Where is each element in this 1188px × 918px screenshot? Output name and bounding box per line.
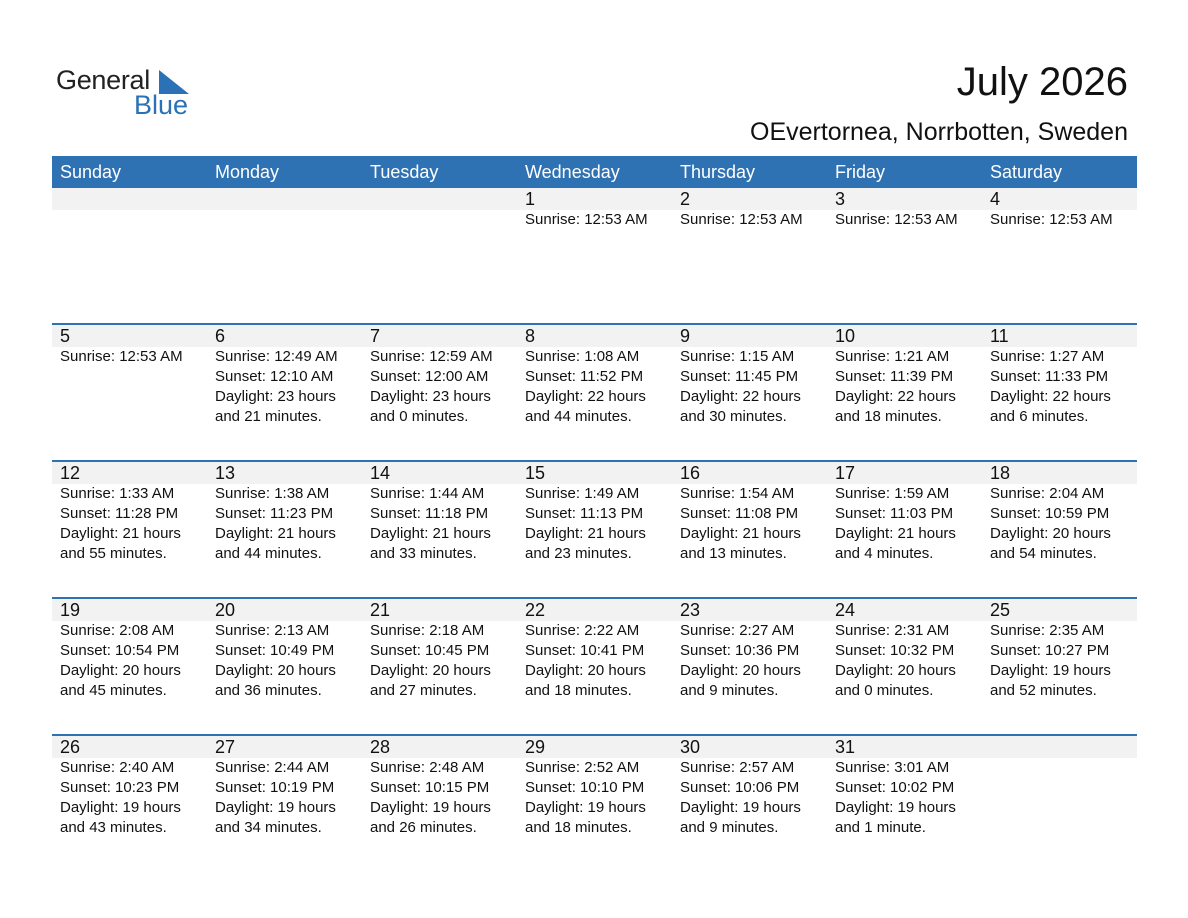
day-number: 6 bbox=[215, 326, 226, 346]
daylight-minutes-text: and 34 minutes. bbox=[215, 819, 322, 836]
day-number: 18 bbox=[990, 463, 1011, 483]
calendar bbox=[52, 156, 1137, 871]
day-number: 27 bbox=[215, 737, 236, 757]
daylight-minutes-text: and 23 minutes. bbox=[525, 545, 632, 562]
sunrise-text: Sunrise: 1:33 AM bbox=[60, 485, 175, 502]
day-info bbox=[60, 621, 207, 701]
day-info bbox=[60, 758, 207, 838]
daylight-text: Daylight: 20 hours bbox=[370, 662, 491, 679]
daylight-minutes-text: and 45 minutes. bbox=[60, 682, 167, 699]
sunrise-text: Sunrise: 2:44 AM bbox=[215, 759, 330, 776]
day-info bbox=[680, 210, 827, 230]
day-number: 13 bbox=[215, 463, 236, 483]
sunset-text: Sunset: 11:18 PM bbox=[370, 505, 489, 522]
day-cell bbox=[207, 736, 362, 838]
day-cell bbox=[827, 188, 982, 230]
daylight-text: Daylight: 21 hours bbox=[370, 525, 491, 542]
day-info bbox=[680, 758, 827, 838]
daylight-text: Daylight: 19 hours bbox=[525, 799, 646, 816]
weekday-sunday: Sunday bbox=[60, 162, 122, 182]
day-cell bbox=[982, 462, 1137, 564]
week-cells bbox=[52, 736, 1137, 838]
day-number: 15 bbox=[525, 463, 546, 483]
day-number: 8 bbox=[525, 326, 536, 346]
daylight-minutes-text: and 30 minutes. bbox=[680, 408, 787, 425]
sunset-text: Sunset: 11:45 PM bbox=[680, 368, 799, 385]
day-cell bbox=[52, 736, 207, 838]
sunrise-text: Sunrise: 2:27 AM bbox=[680, 622, 795, 639]
daylight-minutes-text: and 52 minutes. bbox=[990, 682, 1097, 699]
daylight-text: Daylight: 20 hours bbox=[835, 662, 956, 679]
day-cell bbox=[672, 188, 827, 230]
weekday-header bbox=[52, 156, 1137, 188]
day-cell bbox=[52, 599, 207, 701]
day-number: 29 bbox=[525, 737, 546, 757]
week-row bbox=[52, 460, 1137, 597]
sunrise-text: Sunrise: 1:27 AM bbox=[990, 348, 1105, 365]
sunrise-text: Sunrise: 2:13 AM bbox=[215, 622, 330, 639]
day-number: 7 bbox=[370, 326, 381, 346]
day-cell bbox=[982, 736, 1137, 838]
daylight-text: Daylight: 22 hours bbox=[835, 388, 956, 405]
sunset-text: Sunset: 11:03 PM bbox=[835, 505, 954, 522]
sunrise-text: Sunrise: 1:44 AM bbox=[370, 485, 485, 502]
daylight-text: Daylight: 20 hours bbox=[680, 662, 801, 679]
sunrise-text: Sunrise: 2:31 AM bbox=[835, 622, 950, 639]
daylight-minutes-text: and 4 minutes. bbox=[835, 545, 934, 562]
day-cell bbox=[827, 325, 982, 427]
sunrise-text: Sunrise: 12:59 AM bbox=[370, 348, 493, 365]
sunset-text: Sunset: 11:23 PM bbox=[215, 505, 334, 522]
daylight-minutes-text: and 26 minutes. bbox=[370, 819, 477, 836]
day-info bbox=[835, 621, 982, 701]
day-number: 10 bbox=[835, 326, 856, 346]
sunset-text: Sunset: 12:00 AM bbox=[370, 368, 489, 385]
weekday-monday: Monday bbox=[215, 162, 280, 182]
day-cell bbox=[672, 599, 827, 701]
daylight-text: Daylight: 19 hours bbox=[990, 662, 1111, 679]
weekday-friday: Friday bbox=[835, 162, 886, 182]
daylight-text: Daylight: 20 hours bbox=[215, 662, 336, 679]
day-cell bbox=[827, 462, 982, 564]
day-info bbox=[835, 210, 982, 230]
day-info bbox=[680, 621, 827, 701]
day-info bbox=[215, 758, 362, 838]
sunset-text: Sunset: 10:59 PM bbox=[990, 505, 1110, 522]
logo-general-text: General bbox=[56, 65, 150, 95]
daylight-minutes-text: and 44 minutes. bbox=[525, 408, 632, 425]
day-info bbox=[60, 484, 207, 564]
sunset-text: Sunset: 10:23 PM bbox=[60, 779, 180, 796]
sunset-text: Sunset: 10:49 PM bbox=[215, 642, 335, 659]
daylight-minutes-text: and 1 minute. bbox=[835, 819, 926, 836]
daylight-minutes-text: and 18 minutes. bbox=[525, 682, 632, 699]
day-info bbox=[990, 210, 1137, 230]
day-number: 31 bbox=[835, 737, 856, 757]
daylight-minutes-text: and 9 minutes. bbox=[680, 819, 779, 836]
day-number: 22 bbox=[525, 600, 546, 620]
day-info bbox=[525, 210, 672, 230]
daylight-minutes-text: and 21 minutes. bbox=[215, 408, 322, 425]
sunset-text: Sunset: 10:10 PM bbox=[525, 779, 645, 796]
sunrise-text: Sunrise: 2:35 AM bbox=[990, 622, 1105, 639]
weekday-wednesday: Wednesday bbox=[525, 162, 620, 182]
day-info bbox=[370, 758, 517, 838]
sunrise-text: Sunrise: 12:53 AM bbox=[680, 211, 803, 228]
sunrise-text: Sunrise: 1:08 AM bbox=[525, 348, 640, 365]
sunrise-text: Sunrise: 1:54 AM bbox=[680, 485, 795, 502]
day-cell bbox=[517, 188, 672, 230]
sunset-text: Sunset: 10:15 PM bbox=[370, 779, 490, 796]
sunset-text: Sunset: 11:39 PM bbox=[835, 368, 954, 385]
day-number: 30 bbox=[680, 737, 701, 757]
daylight-minutes-text: and 54 minutes. bbox=[990, 545, 1097, 562]
daylight-minutes-text: and 27 minutes. bbox=[370, 682, 477, 699]
sunrise-text: Sunrise: 12:49 AM bbox=[215, 348, 338, 365]
day-number: 26 bbox=[60, 737, 81, 757]
day-info bbox=[215, 484, 362, 564]
daylight-minutes-text: and 9 minutes. bbox=[680, 682, 779, 699]
day-info bbox=[990, 621, 1137, 701]
sunrise-text: Sunrise: 2:40 AM bbox=[60, 759, 175, 776]
sunset-text: Sunset: 11:13 PM bbox=[525, 505, 644, 522]
sunrise-text: Sunrise: 2:22 AM bbox=[525, 622, 640, 639]
day-info bbox=[525, 758, 672, 838]
day-number: 20 bbox=[215, 600, 236, 620]
daylight-text: Daylight: 19 hours bbox=[680, 799, 801, 816]
day-info bbox=[835, 758, 982, 838]
day-info bbox=[680, 347, 827, 427]
day-cell bbox=[362, 599, 517, 701]
day-number: 3 bbox=[835, 189, 846, 209]
day-number: 2 bbox=[680, 189, 691, 209]
daylight-minutes-text: and 0 minutes. bbox=[835, 682, 934, 699]
day-info bbox=[990, 484, 1137, 564]
day-info bbox=[60, 347, 207, 367]
sunset-text: Sunset: 11:28 PM bbox=[60, 505, 179, 522]
day-cell bbox=[517, 462, 672, 564]
day-cell bbox=[52, 462, 207, 564]
day-number: 28 bbox=[370, 737, 391, 757]
day-info bbox=[835, 347, 982, 427]
daylight-text: Daylight: 20 hours bbox=[990, 525, 1111, 542]
day-cell bbox=[517, 736, 672, 838]
day-cell bbox=[207, 188, 362, 230]
week-row bbox=[52, 188, 1137, 323]
sunrise-text: Sunrise: 1:49 AM bbox=[525, 485, 640, 502]
sunset-text: Sunset: 10:32 PM bbox=[835, 642, 955, 659]
sunrise-text: Sunrise: 3:01 AM bbox=[835, 759, 950, 776]
day-cell bbox=[362, 462, 517, 564]
week-row bbox=[52, 323, 1137, 460]
day-info bbox=[215, 621, 362, 701]
sunrise-text: Sunrise: 1:59 AM bbox=[835, 485, 950, 502]
sunrise-text: Sunrise: 1:21 AM bbox=[835, 348, 950, 365]
day-cell bbox=[52, 188, 207, 230]
day-number: 23 bbox=[680, 600, 701, 620]
daylight-text: Daylight: 20 hours bbox=[60, 662, 181, 679]
daylight-text: Daylight: 19 hours bbox=[370, 799, 491, 816]
daylight-minutes-text: and 43 minutes. bbox=[60, 819, 167, 836]
sunrise-text: Sunrise: 1:15 AM bbox=[680, 348, 795, 365]
sunrise-text: Sunrise: 2:18 AM bbox=[370, 622, 485, 639]
daylight-text: Daylight: 23 hours bbox=[370, 388, 491, 405]
sunset-text: Sunset: 11:52 PM bbox=[525, 368, 644, 385]
sunrise-text: Sunrise: 1:38 AM bbox=[215, 485, 330, 502]
day-cell bbox=[672, 736, 827, 838]
day-info bbox=[215, 347, 362, 427]
day-number: 21 bbox=[370, 600, 391, 620]
week-row bbox=[52, 734, 1137, 871]
week-cells bbox=[52, 599, 1137, 701]
daylight-minutes-text: and 18 minutes. bbox=[835, 408, 942, 425]
daylight-minutes-text: and 6 minutes. bbox=[990, 408, 1089, 425]
weeks-container bbox=[52, 188, 1137, 871]
daylight-text: Daylight: 19 hours bbox=[835, 799, 956, 816]
day-info bbox=[525, 484, 672, 564]
day-cell bbox=[982, 325, 1137, 427]
day-number bbox=[990, 736, 1137, 758]
sunset-text: Sunset: 10:45 PM bbox=[370, 642, 490, 659]
day-info bbox=[835, 484, 982, 564]
daylight-text: Daylight: 22 hours bbox=[525, 388, 646, 405]
day-number: 25 bbox=[990, 600, 1011, 620]
day-cell bbox=[207, 325, 362, 427]
day-number bbox=[370, 188, 517, 210]
day-cell bbox=[982, 599, 1137, 701]
day-info bbox=[370, 347, 517, 427]
day-cell bbox=[517, 599, 672, 701]
week-row bbox=[52, 597, 1137, 734]
sunset-text: Sunset: 10:36 PM bbox=[680, 642, 800, 659]
day-cell bbox=[672, 462, 827, 564]
sunset-text: Sunset: 10:19 PM bbox=[215, 779, 335, 796]
sunrise-text: Sunrise: 2:04 AM bbox=[990, 485, 1105, 502]
daylight-text: Daylight: 19 hours bbox=[215, 799, 336, 816]
daylight-minutes-text: and 33 minutes. bbox=[370, 545, 477, 562]
weekday-saturday: Saturday bbox=[990, 162, 1063, 182]
day-number: 14 bbox=[370, 463, 391, 483]
sunrise-text: Sunrise: 12:53 AM bbox=[835, 211, 958, 228]
day-number: 1 bbox=[525, 189, 536, 209]
day-number: 5 bbox=[60, 326, 71, 346]
day-number: 11 bbox=[990, 326, 1009, 346]
location-subtitle: OEvertornea, Norrbotten, Sweden bbox=[750, 118, 1128, 146]
sunset-text: Sunset: 10:06 PM bbox=[680, 779, 800, 796]
day-number: 4 bbox=[990, 189, 1001, 209]
day-number: 17 bbox=[835, 463, 856, 483]
sunrise-text: Sunrise: 2:08 AM bbox=[60, 622, 175, 639]
day-cell bbox=[982, 188, 1137, 230]
daylight-minutes-text: and 44 minutes. bbox=[215, 545, 322, 562]
day-number: 16 bbox=[680, 463, 701, 483]
day-cell bbox=[517, 325, 672, 427]
sunset-text: Sunset: 12:10 AM bbox=[215, 368, 334, 385]
day-cell bbox=[362, 325, 517, 427]
sunset-text: Sunset: 11:33 PM bbox=[990, 368, 1109, 385]
sunrise-text: Sunrise: 2:57 AM bbox=[680, 759, 795, 776]
daylight-minutes-text: and 0 minutes. bbox=[370, 408, 469, 425]
logo bbox=[56, 64, 196, 120]
day-cell bbox=[362, 736, 517, 838]
sunset-text: Sunset: 10:54 PM bbox=[60, 642, 180, 659]
daylight-text: Daylight: 23 hours bbox=[215, 388, 336, 405]
sunrise-text: Sunrise: 2:48 AM bbox=[370, 759, 485, 776]
weekday-tuesday: Tuesday bbox=[370, 162, 439, 182]
sunset-text: Sunset: 11:08 PM bbox=[680, 505, 799, 522]
sunrise-text: Sunrise: 12:53 AM bbox=[60, 348, 183, 365]
daylight-text: Daylight: 21 hours bbox=[60, 525, 181, 542]
sunset-text: Sunset: 10:02 PM bbox=[835, 779, 955, 796]
day-cell bbox=[207, 462, 362, 564]
day-cell bbox=[362, 188, 517, 230]
daylight-minutes-text: and 36 minutes. bbox=[215, 682, 322, 699]
week-cells bbox=[52, 325, 1137, 427]
daylight-text: Daylight: 21 hours bbox=[680, 525, 801, 542]
day-number: 9 bbox=[680, 326, 691, 346]
page-title: July 2026 bbox=[956, 60, 1128, 104]
day-number bbox=[60, 188, 207, 210]
day-number bbox=[215, 188, 362, 210]
daylight-text: Daylight: 22 hours bbox=[990, 388, 1111, 405]
daylight-text: Daylight: 21 hours bbox=[835, 525, 956, 542]
day-cell bbox=[672, 325, 827, 427]
logo-blue-text: Blue bbox=[134, 90, 189, 120]
day-number: 24 bbox=[835, 600, 856, 620]
day-cell bbox=[827, 599, 982, 701]
sunset-text: Sunset: 10:27 PM bbox=[990, 642, 1110, 659]
week-cells bbox=[52, 462, 1137, 564]
day-number: 12 bbox=[60, 463, 81, 483]
daylight-text: Daylight: 21 hours bbox=[215, 525, 336, 542]
day-cell bbox=[207, 599, 362, 701]
day-cell bbox=[827, 736, 982, 838]
weekday-thursday: Thursday bbox=[680, 162, 756, 182]
daylight-minutes-text: and 55 minutes. bbox=[60, 545, 167, 562]
sunset-text: Sunset: 10:41 PM bbox=[525, 642, 645, 659]
day-info bbox=[370, 621, 517, 701]
daylight-text: Daylight: 20 hours bbox=[525, 662, 646, 679]
sunrise-text: Sunrise: 12:53 AM bbox=[990, 211, 1113, 228]
daylight-minutes-text: and 18 minutes. bbox=[525, 819, 632, 836]
sunrise-text: Sunrise: 2:52 AM bbox=[525, 759, 640, 776]
day-info bbox=[525, 347, 672, 427]
day-info bbox=[680, 484, 827, 564]
day-info bbox=[525, 621, 672, 701]
day-cell bbox=[52, 325, 207, 427]
day-info bbox=[990, 347, 1137, 427]
day-number: 19 bbox=[60, 600, 81, 620]
sunrise-text: Sunrise: 12:53 AM bbox=[525, 211, 648, 228]
daylight-text: Daylight: 21 hours bbox=[525, 525, 646, 542]
daylight-minutes-text: and 13 minutes. bbox=[680, 545, 787, 562]
week-cells bbox=[52, 188, 1137, 230]
daylight-text: Daylight: 22 hours bbox=[680, 388, 801, 405]
day-info bbox=[370, 484, 517, 564]
daylight-text: Daylight: 19 hours bbox=[60, 799, 181, 816]
